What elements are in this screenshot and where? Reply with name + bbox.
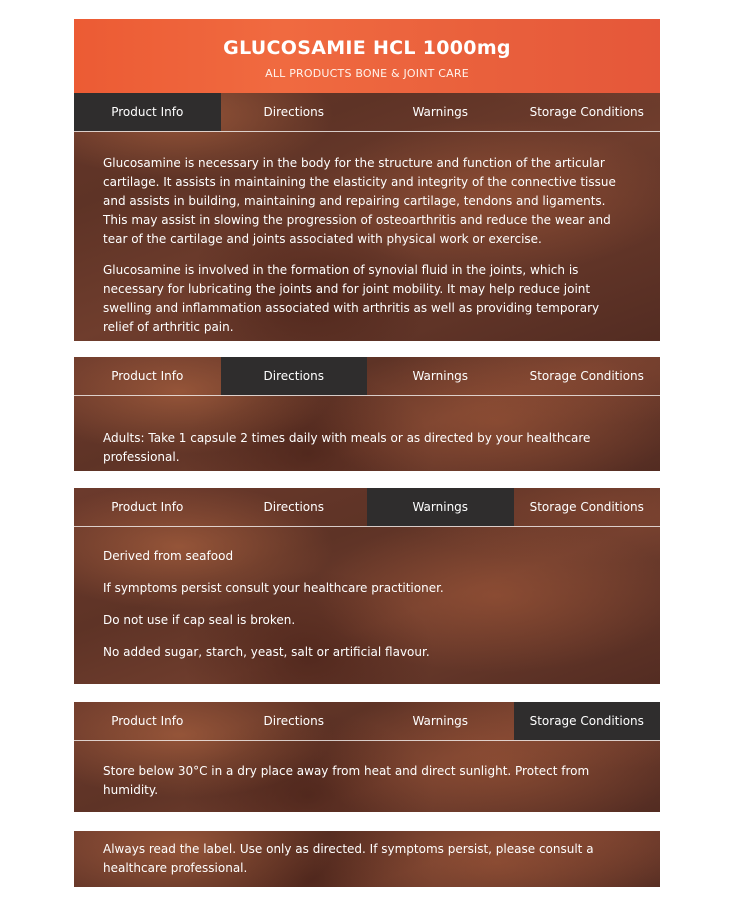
tab-directions[interactable]: Directions (263, 714, 324, 728)
label-notice-content (74, 831, 660, 878)
tab-product-info[interactable]: Product Info (74, 93, 221, 131)
product-banner (74, 19, 660, 93)
tab-warnings[interactable]: Warnings (412, 714, 469, 728)
warning-item: If symptoms persist consult your healthcare practitioner. (103, 581, 444, 595)
directions-panel (74, 357, 660, 471)
product-info-content (74, 132, 660, 337)
product-info-panel (74, 19, 660, 341)
warning-item: Derived from seafood (103, 549, 234, 563)
tab-bar (74, 488, 660, 527)
directions-text: Adults: Take 1 capsule 2 times daily with meals or as directed by your healthcare professional. (103, 431, 591, 464)
tab-warnings[interactable]: Warnings (412, 105, 469, 119)
tab-storage-conditions[interactable]: Storage Conditions (529, 105, 644, 119)
tab-storage-conditions[interactable]: Storage Conditions (529, 369, 644, 383)
product-info-paragraph: Glucosamine is necessary in the body for the structure and function of the articular cartilage. It assists in maintaining the elasticity and integrity of the connective tissue and assists in building, maintaining and repairing cartilage, tendons and ligaments. This may assist in slowing the progression of osteoarthritis and reduce the wear and tear of the cartilage and joints associated with physical work or exercise. (103, 156, 616, 246)
tab-storage-conditions[interactable]: Storage Conditions (529, 500, 644, 514)
product-info-paragraph: Glucosamine is involved in the formation of synovial fluid in the joints, which is necessary for lubricating the joints and for joint mobility. It may help reduce joint swelling and inflammation associated with arthritis as well as providing temporary relief of arthritic pain. (103, 263, 600, 334)
tab-directions[interactable]: Directions (263, 500, 324, 514)
tab-warnings[interactable]: Warnings (412, 369, 469, 383)
product-category: ALL PRODUCTS BONE & JOINT CARE (265, 67, 469, 80)
warnings-panel (74, 488, 660, 684)
storage-text: Store below 30°C in a dry place away from heat and direct sunlight. Protect from humidity. (103, 764, 590, 797)
tab-directions[interactable]: Directions (221, 357, 368, 395)
label-notice-text: Always read the label. Use only as directed. If symptoms persist, please consult a healthcare professional. (103, 842, 594, 875)
storage-panel (74, 702, 660, 812)
directions-content (74, 396, 660, 467)
tab-bar (74, 93, 660, 132)
tab-product-info[interactable]: Product Info (111, 500, 184, 514)
warning-item: No added sugar, starch, yeast, salt or artificial flavour. (103, 645, 430, 659)
warnings-content (74, 527, 660, 662)
product-title: GLUCOSAMIE HCL 1000mg (223, 37, 511, 59)
tab-bar (74, 702, 660, 741)
label-notice-panel (74, 831, 660, 887)
tab-storage-conditions[interactable]: Storage Conditions (514, 702, 661, 740)
tab-directions[interactable]: Directions (263, 105, 324, 119)
tab-product-info[interactable]: Product Info (111, 714, 184, 728)
warning-item: Do not use if cap seal is broken. (103, 613, 296, 627)
tab-bar (74, 357, 660, 396)
tab-product-info[interactable]: Product Info (111, 369, 184, 383)
storage-content (74, 741, 660, 800)
tab-warnings[interactable]: Warnings (367, 488, 514, 526)
